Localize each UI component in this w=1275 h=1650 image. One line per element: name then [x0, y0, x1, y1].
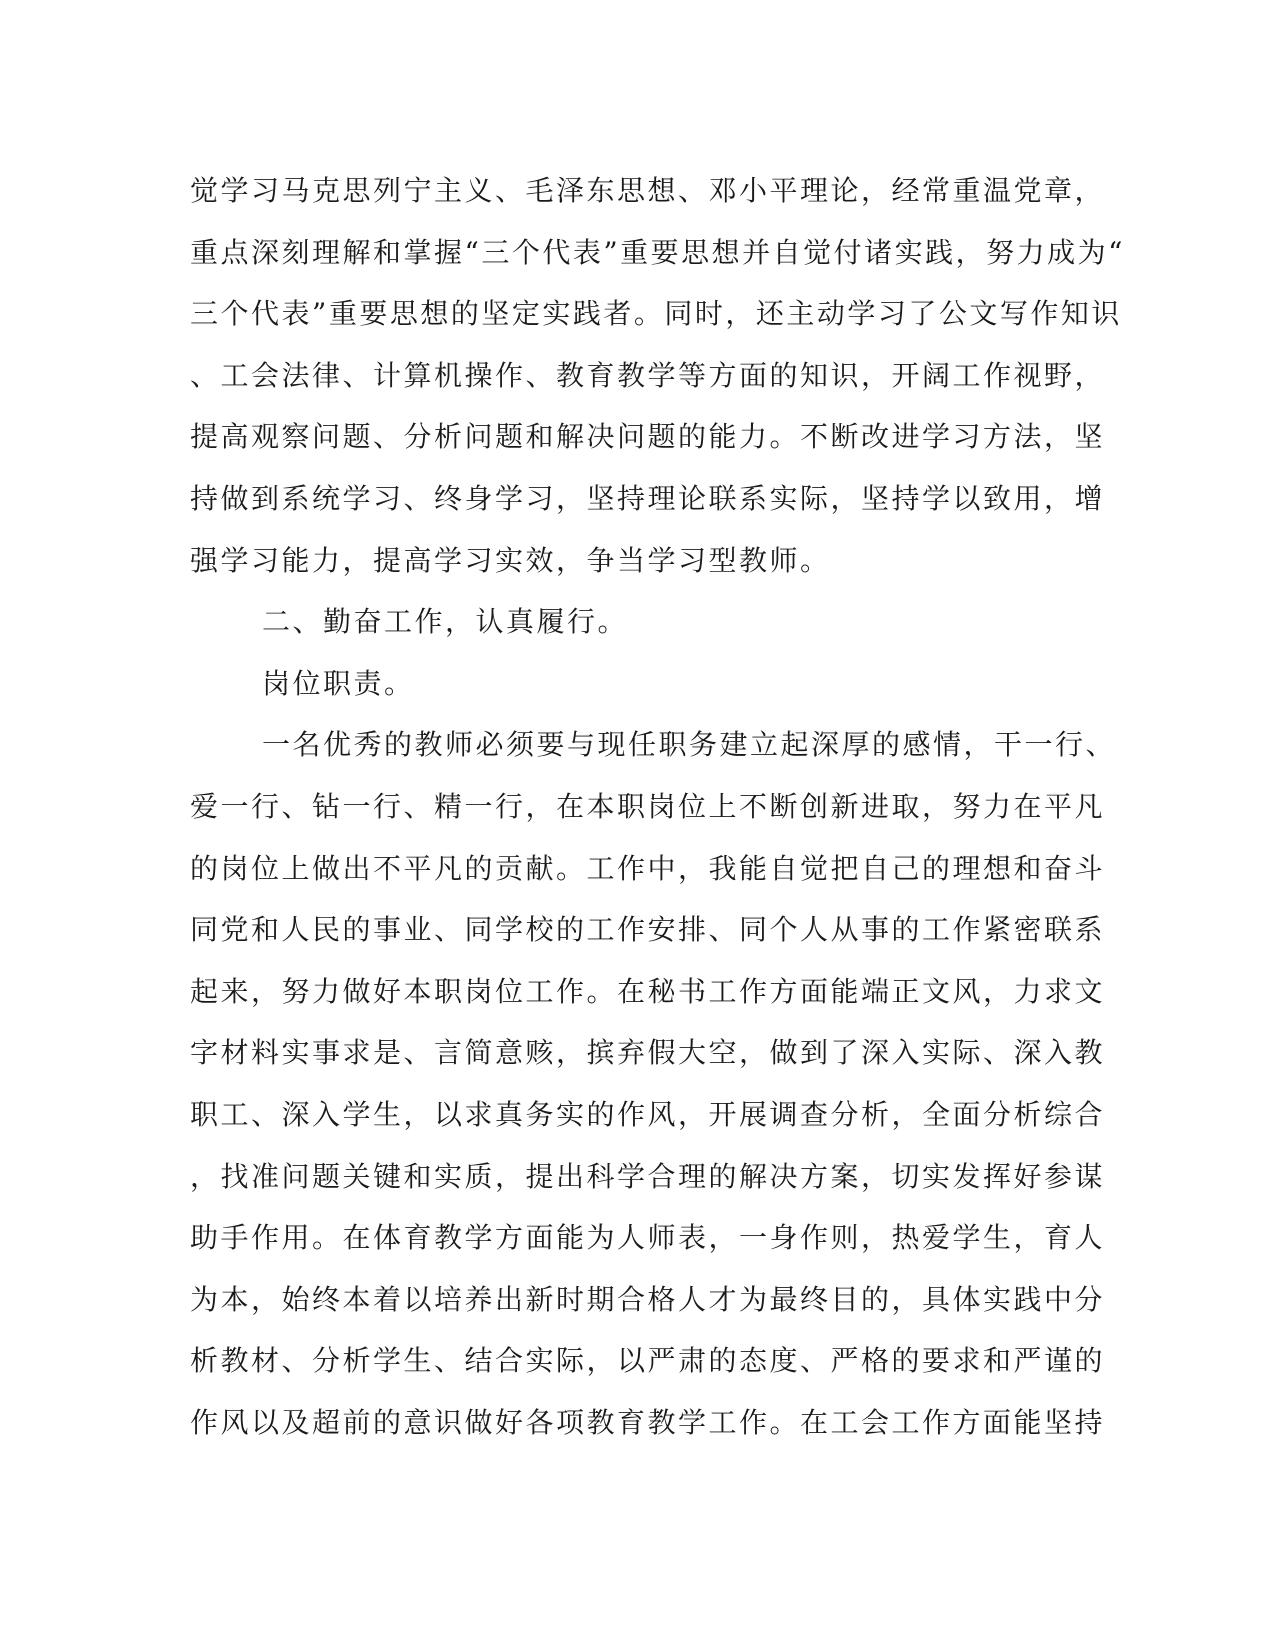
text-line: 助手作用。在体育教学方面能为人师表，一身作则，热爱学生，育人	[190, 1221, 1106, 1255]
text-line: 提高观察问题、分析问题和解决问题的能力。不断改进学习方法，坚	[190, 420, 1106, 454]
text-line: 起来，努力做好本职岗位工作。在秘书工作方面能端正文风，力求文	[190, 974, 1106, 1008]
text-line: 职工、深入学生，以求真务实的作风，开展调查分析，全面分析综合	[190, 1097, 1106, 1131]
text-line: 岗位职责。	[262, 666, 415, 700]
section-heading: 二、勤奋工作，认真履行。	[262, 605, 629, 639]
text-line: 同党和人民的事业、同学校的工作安排、同个人从事的工作紧密联系	[190, 913, 1106, 947]
text-line: 作风以及超前的意识做好各项教育教学工作。在工会工作方面能坚持	[190, 1405, 1106, 1439]
text-line: 的岗位上做出不平凡的贡献。工作中，我能自觉把自己的理想和奋斗	[190, 851, 1106, 885]
text-line: ，找准问题关键和实质，提出科学合理的解决方案，切实发挥好参谋	[190, 1159, 1106, 1193]
text-line: 三个代表”重要思想的坚定实践者。同时，还主动学习了公文写作知识	[190, 297, 1122, 331]
text-line: 、工会法律、计算机操作、教育教学等方面的知识，开阔工作视野，	[190, 358, 1106, 392]
body-text	[190, 160, 1125, 1453]
text-line: 为本，始终本着以培养出新时期合格人才为最终目的，具体实践中分	[190, 1282, 1106, 1316]
text-line: 持做到系统学习、终身学习，坚持理论联系实际，坚持学以致用，增	[190, 481, 1106, 515]
text-line: 析教材、分析学生、结合实际，以严肃的态度、严格的要求和严谨的	[190, 1344, 1106, 1378]
text-line: 觉学习马克思列宁主义、毛泽东思想、邓小平理论，经常重温党章，	[190, 174, 1106, 207]
paragraph-start: 一名优秀的教师必须要与现任职务建立起深厚的感情，干一行、	[262, 728, 1117, 762]
text-line: 重点深刻理解和掌握“三个代表”重要思想并自觉付诸实践，努力成为“	[190, 235, 1125, 269]
text-line: 字材料实事求是、言简意赅，摈弃假大空，做到了深入实际、深入教	[190, 1036, 1106, 1070]
text-line: 爱一行、钻一行、精一行，在本职岗位上不断创新进取，努力在平凡	[190, 789, 1106, 823]
text-line: 强学习能力，提高学习实效，争当学习型教师。	[190, 543, 831, 577]
